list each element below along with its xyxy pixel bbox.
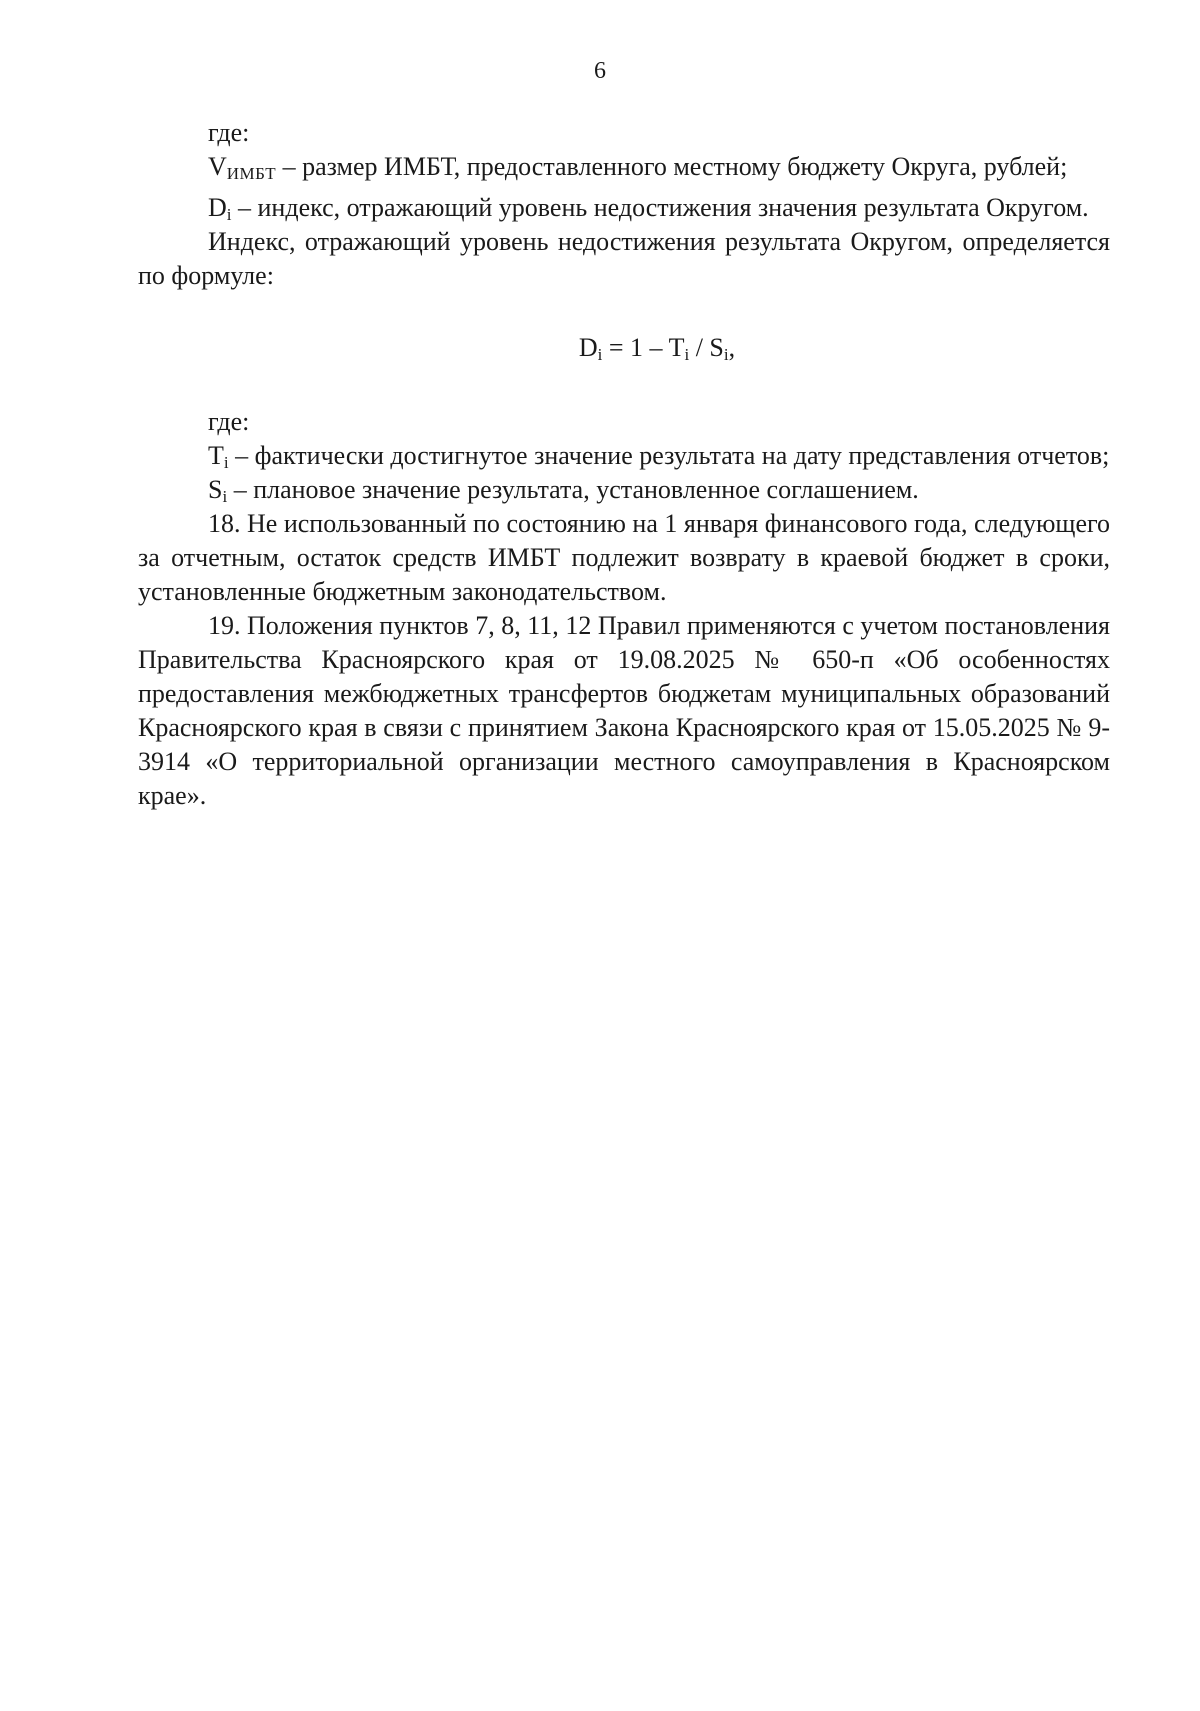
- s-definition-text: – плановое значение результата, установленное соглашением.: [227, 475, 919, 504]
- index-intro: Индекс, отражающий уровень недостижения результата Округом, определяется по формуле:: [138, 227, 1110, 290]
- definition-v-imbt: [138, 150, 1110, 191]
- formula-middle: = 1 – T: [602, 333, 685, 362]
- t-symbol: T: [208, 441, 224, 470]
- t-subscript: i: [223, 453, 229, 472]
- d-definition-text: – индекс, отражающий уровень недостижения значения результата Округом.: [231, 193, 1089, 222]
- where-label-2: где:: [208, 407, 250, 436]
- definition-s-i: [138, 473, 1110, 507]
- s-subscript: i: [222, 487, 228, 506]
- formula-d-sub: i: [597, 345, 603, 364]
- document-body: [138, 116, 1110, 813]
- formula-d: D: [578, 333, 598, 362]
- where-label-1: где:: [208, 118, 250, 147]
- paragraph-18: 18. Не использованный по состоянию на 1 января финансового года, следующего за отчетным, остаток средств ИМБТ подлежит возврату в краевой бюджет в сроки, установленные бюджетным законодательством.: [138, 509, 1110, 606]
- v-symbol: V: [208, 152, 227, 181]
- formula-d-i: [204, 331, 1110, 365]
- formula-slash: / S: [689, 333, 724, 362]
- paragraph-19: 19. Положения пунктов 7, 8, 11, 12 Правил применяются с учетом постановления Правительства Красноярского края от 19.08.2025 № 650-п «Об особенностях предоставления межбюджетных трансфертов бюджетам муниципальных образований Красноярского края в связи с принятием Закона Красноярского края от 15.05.2025 № 9-3914 «О территориальной организации местного самоуправления в Красноярском крае».: [138, 611, 1110, 810]
- d-subscript: i: [226, 205, 232, 224]
- definition-t-i: [138, 439, 1110, 473]
- formula-end: ,: [728, 333, 736, 362]
- t-definition-text: – фактически достигнутое значение результата на дату представления отчетов;: [228, 441, 1110, 470]
- s-symbol: S: [208, 475, 223, 504]
- page-number: 6: [594, 58, 606, 84]
- formula-t-sub: i: [684, 345, 690, 364]
- formula-s-sub: i: [723, 345, 729, 364]
- d-symbol: D: [208, 193, 227, 222]
- definition-d-i: [138, 191, 1110, 225]
- v-definition-text: – размер ИМБТ, предоставленного местному бюджету Округа, рублей;: [276, 152, 1068, 181]
- v-subscript: ИМБТ: [226, 164, 277, 183]
